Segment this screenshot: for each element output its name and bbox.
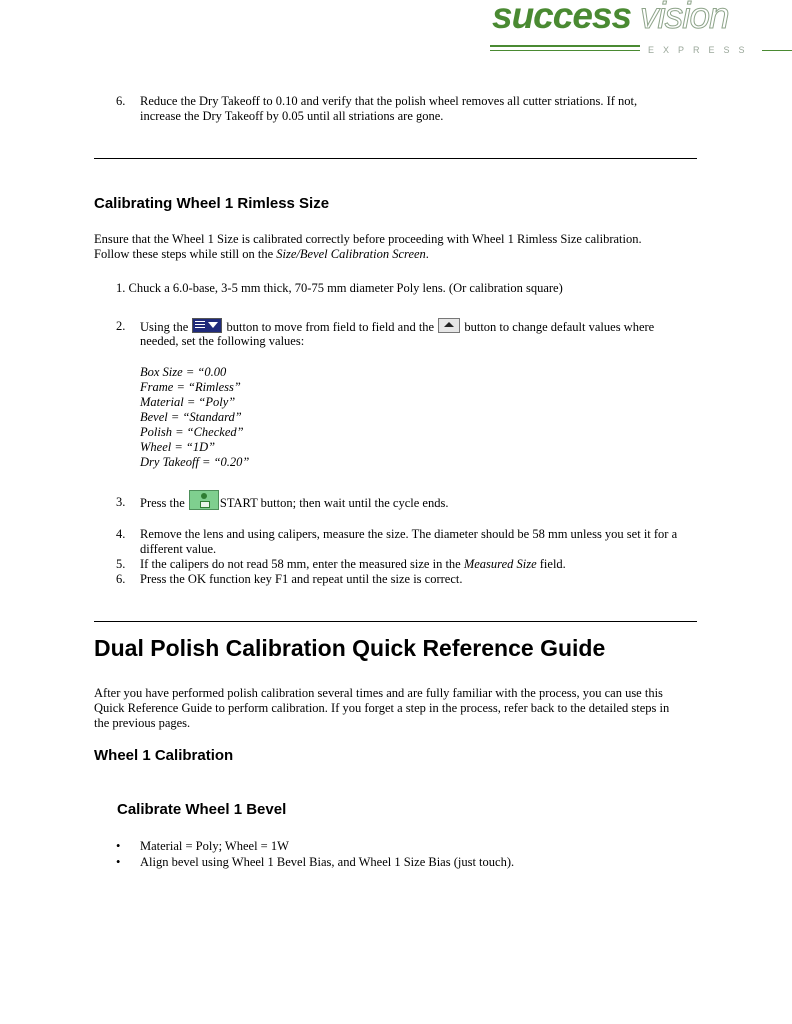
step-text: Reduce the Dry Takeoff to 0.10 and verify that the polish wheel removes all cutter striations. If not, (140, 94, 638, 108)
field-name: Measured Size (463, 557, 537, 571)
value-item: Dry Takeoff = “0.20” (140, 455, 250, 469)
logo-underline (490, 50, 640, 51)
section-heading: Calibrating Wheel 1 Rimless Size (94, 195, 330, 212)
value-item: Box Size = “0.00 (140, 365, 227, 379)
logo-underline (490, 45, 640, 47)
start-button-icon (189, 490, 219, 510)
list-item: Align bevel using Wheel 1 Bevel Bias, and Wheel 1 Size Bias (just touch). (140, 855, 515, 869)
brand-logo (486, 0, 792, 58)
step-text: Remove the lens and using calipers, measure the size. The diameter should be 58 mm unless you set it for a (140, 527, 678, 541)
step-text: needed, set the following values: (140, 334, 305, 348)
step-text: If the calipers do not read 58 mm, enter the measured size in the Measured Size field. (140, 557, 566, 571)
step-text: different value. (140, 542, 217, 556)
paragraph: Ensure that the Wheel 1 Size is calibrated correctly before proceeding with Wheel 1 Rimless Size calibration. (94, 232, 642, 246)
paragraph: the previous pages. (94, 716, 191, 730)
list-item: Material = Poly; Wheel = 1W (140, 839, 289, 853)
logo-underline (762, 50, 792, 51)
bullet-icon: • (116, 855, 121, 869)
screen-name: Size/Bevel Calibration Screen (276, 247, 426, 261)
bullet-icon: • (116, 839, 121, 853)
up-arrow-icon (438, 318, 460, 333)
paragraph: Quick Reference Guide to perform calibration. If you forget a step in the process, refer back to the detailed steps in (94, 701, 670, 715)
step-number: 4. (116, 527, 126, 541)
step-number: 6. (116, 572, 126, 586)
paragraph: Follow these steps while still on the Size/Bevel Calibration Screen. (94, 247, 429, 261)
logo-success-text: success (492, 0, 632, 36)
logo-vision-text: vision (640, 0, 729, 36)
step-text: increase the Dry Takeoff by 0.05 until all striations are gone. (140, 109, 444, 123)
page-title: Dual Polish Calibration Quick Reference Guide (94, 635, 606, 661)
value-item: Polish = “Checked” (140, 425, 244, 439)
section-heading: Wheel 1 Calibration (94, 747, 234, 764)
value-item: Wheel = “1D” (140, 440, 216, 454)
step-number: 5. (116, 557, 126, 571)
subsection-heading: Calibrate Wheel 1 Bevel (117, 801, 287, 818)
step-number: 3. (116, 495, 126, 509)
step-number: 6. (116, 94, 126, 108)
value-list (140, 365, 249, 470)
value-item: Bevel = “Standard” (140, 410, 242, 424)
list-navigation-icon (192, 318, 222, 333)
step-text: Press the OK function key F1 and repeat until the size is correct. (140, 572, 463, 586)
value-item: Frame = “Rimless” (140, 380, 241, 394)
horizontal-rule (94, 158, 697, 159)
paragraph: After you have performed polish calibration several times and are fully familiar with the process, you can use this (94, 686, 663, 700)
step-text: 1. Chuck a 6.0-base, 3-5 mm thick, 70-75 mm diameter Poly lens. (Or calibration square) (116, 281, 563, 295)
logo-express-text: EXPRESS (648, 45, 754, 55)
step-text: Using the button to move from field to field and the button to change default values where (140, 320, 655, 334)
value-item: Material = “Poly” (140, 395, 236, 409)
step-number: 2. (116, 319, 126, 333)
horizontal-rule (94, 621, 697, 622)
step-text: Press the START button; then wait until the cycle ends. (140, 490, 448, 511)
